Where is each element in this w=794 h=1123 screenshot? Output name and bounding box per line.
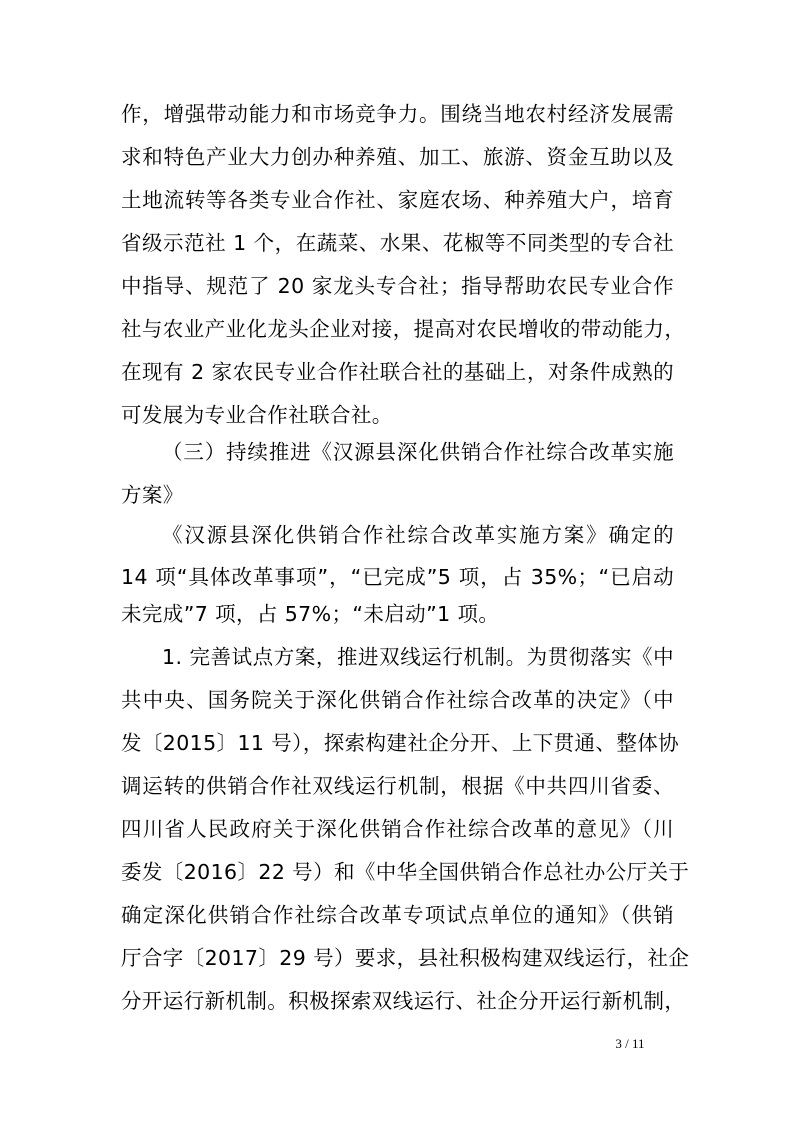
- reform-line-3: 发〔2015〕11 号），探索构建社企分开、上下贯通、整体协: [121, 731, 680, 755]
- text-line-2: 求和特色产业大力创办种养殖、加工、旅游、资金互助以及: [121, 145, 674, 169]
- reform-line-7: 确定深化供销合作社综合改革专项试点单位的通知》（供销: [121, 903, 674, 927]
- summary-line-3: 未完成”7 项，占 57%；“未启动”1 项。: [121, 602, 500, 626]
- summary-line-2: 14 项“具体改革事项”，“已完成”5 项，占 35%；“已启动: [121, 565, 674, 589]
- text-line-4: 省级示范社 1 个，在蔬菜、水果、花椒等不同类型的专合社: [121, 231, 674, 255]
- page-number: 3 / 11: [615, 1036, 645, 1051]
- text-line-5: 中指导、规范了 20 家龙头专合社；指导帮助农民专业合作: [121, 274, 674, 298]
- section-heading-line-1: （三）持续推进《汉源县深化供销合作社综合改革实施: [162, 440, 674, 464]
- paragraph-end-line: 可发展为专业合作社联合社。: [121, 403, 393, 427]
- text-line-7: 在现有 2 家农民专业合作社联合社的基础上，对条件成熟的: [121, 360, 674, 384]
- reform-line-9: 分开运行新机制。积极探索双线运行、社企分开运行新机制，: [121, 989, 686, 1013]
- text-line-1: 作，增强带动能力和市场竞争力。围绕当地农村经济发展需: [121, 102, 674, 126]
- text-line-6: 社与农业产业化龙头企业对接，提高对农民增收的带动能力，: [121, 317, 686, 341]
- reform-line-4: 调运转的供销合作社双线运行机制，根据《中共四川省委、: [121, 774, 674, 798]
- summary-line-1: 《汉源县深化供销合作社综合改革实施方案》确定的: [162, 523, 674, 547]
- reform-line-5: 四川省人民政府关于深化供销合作社综合改革的意见》（川: [121, 817, 674, 841]
- section-heading-line-2: 方案》: [121, 483, 184, 507]
- reform-line-6: 委发〔2016〕22 号）和《中华全国供销合作总社办公厅关于: [121, 860, 690, 884]
- text-line-3: 土地流转等各类专业合作社、家庭农场、种养殖大户，培育: [121, 188, 674, 212]
- reform-line-8: 厅合字〔2017〕29 号）要求，县社积极构建双线运行，社企: [121, 946, 690, 970]
- reform-line-2: 共中央、国务院关于深化供销合作社综合改革的决定》（中: [121, 688, 674, 712]
- reform-line-1: 1. 完善试点方案，推进双线运行机制。为贯彻落实《中: [162, 645, 674, 669]
